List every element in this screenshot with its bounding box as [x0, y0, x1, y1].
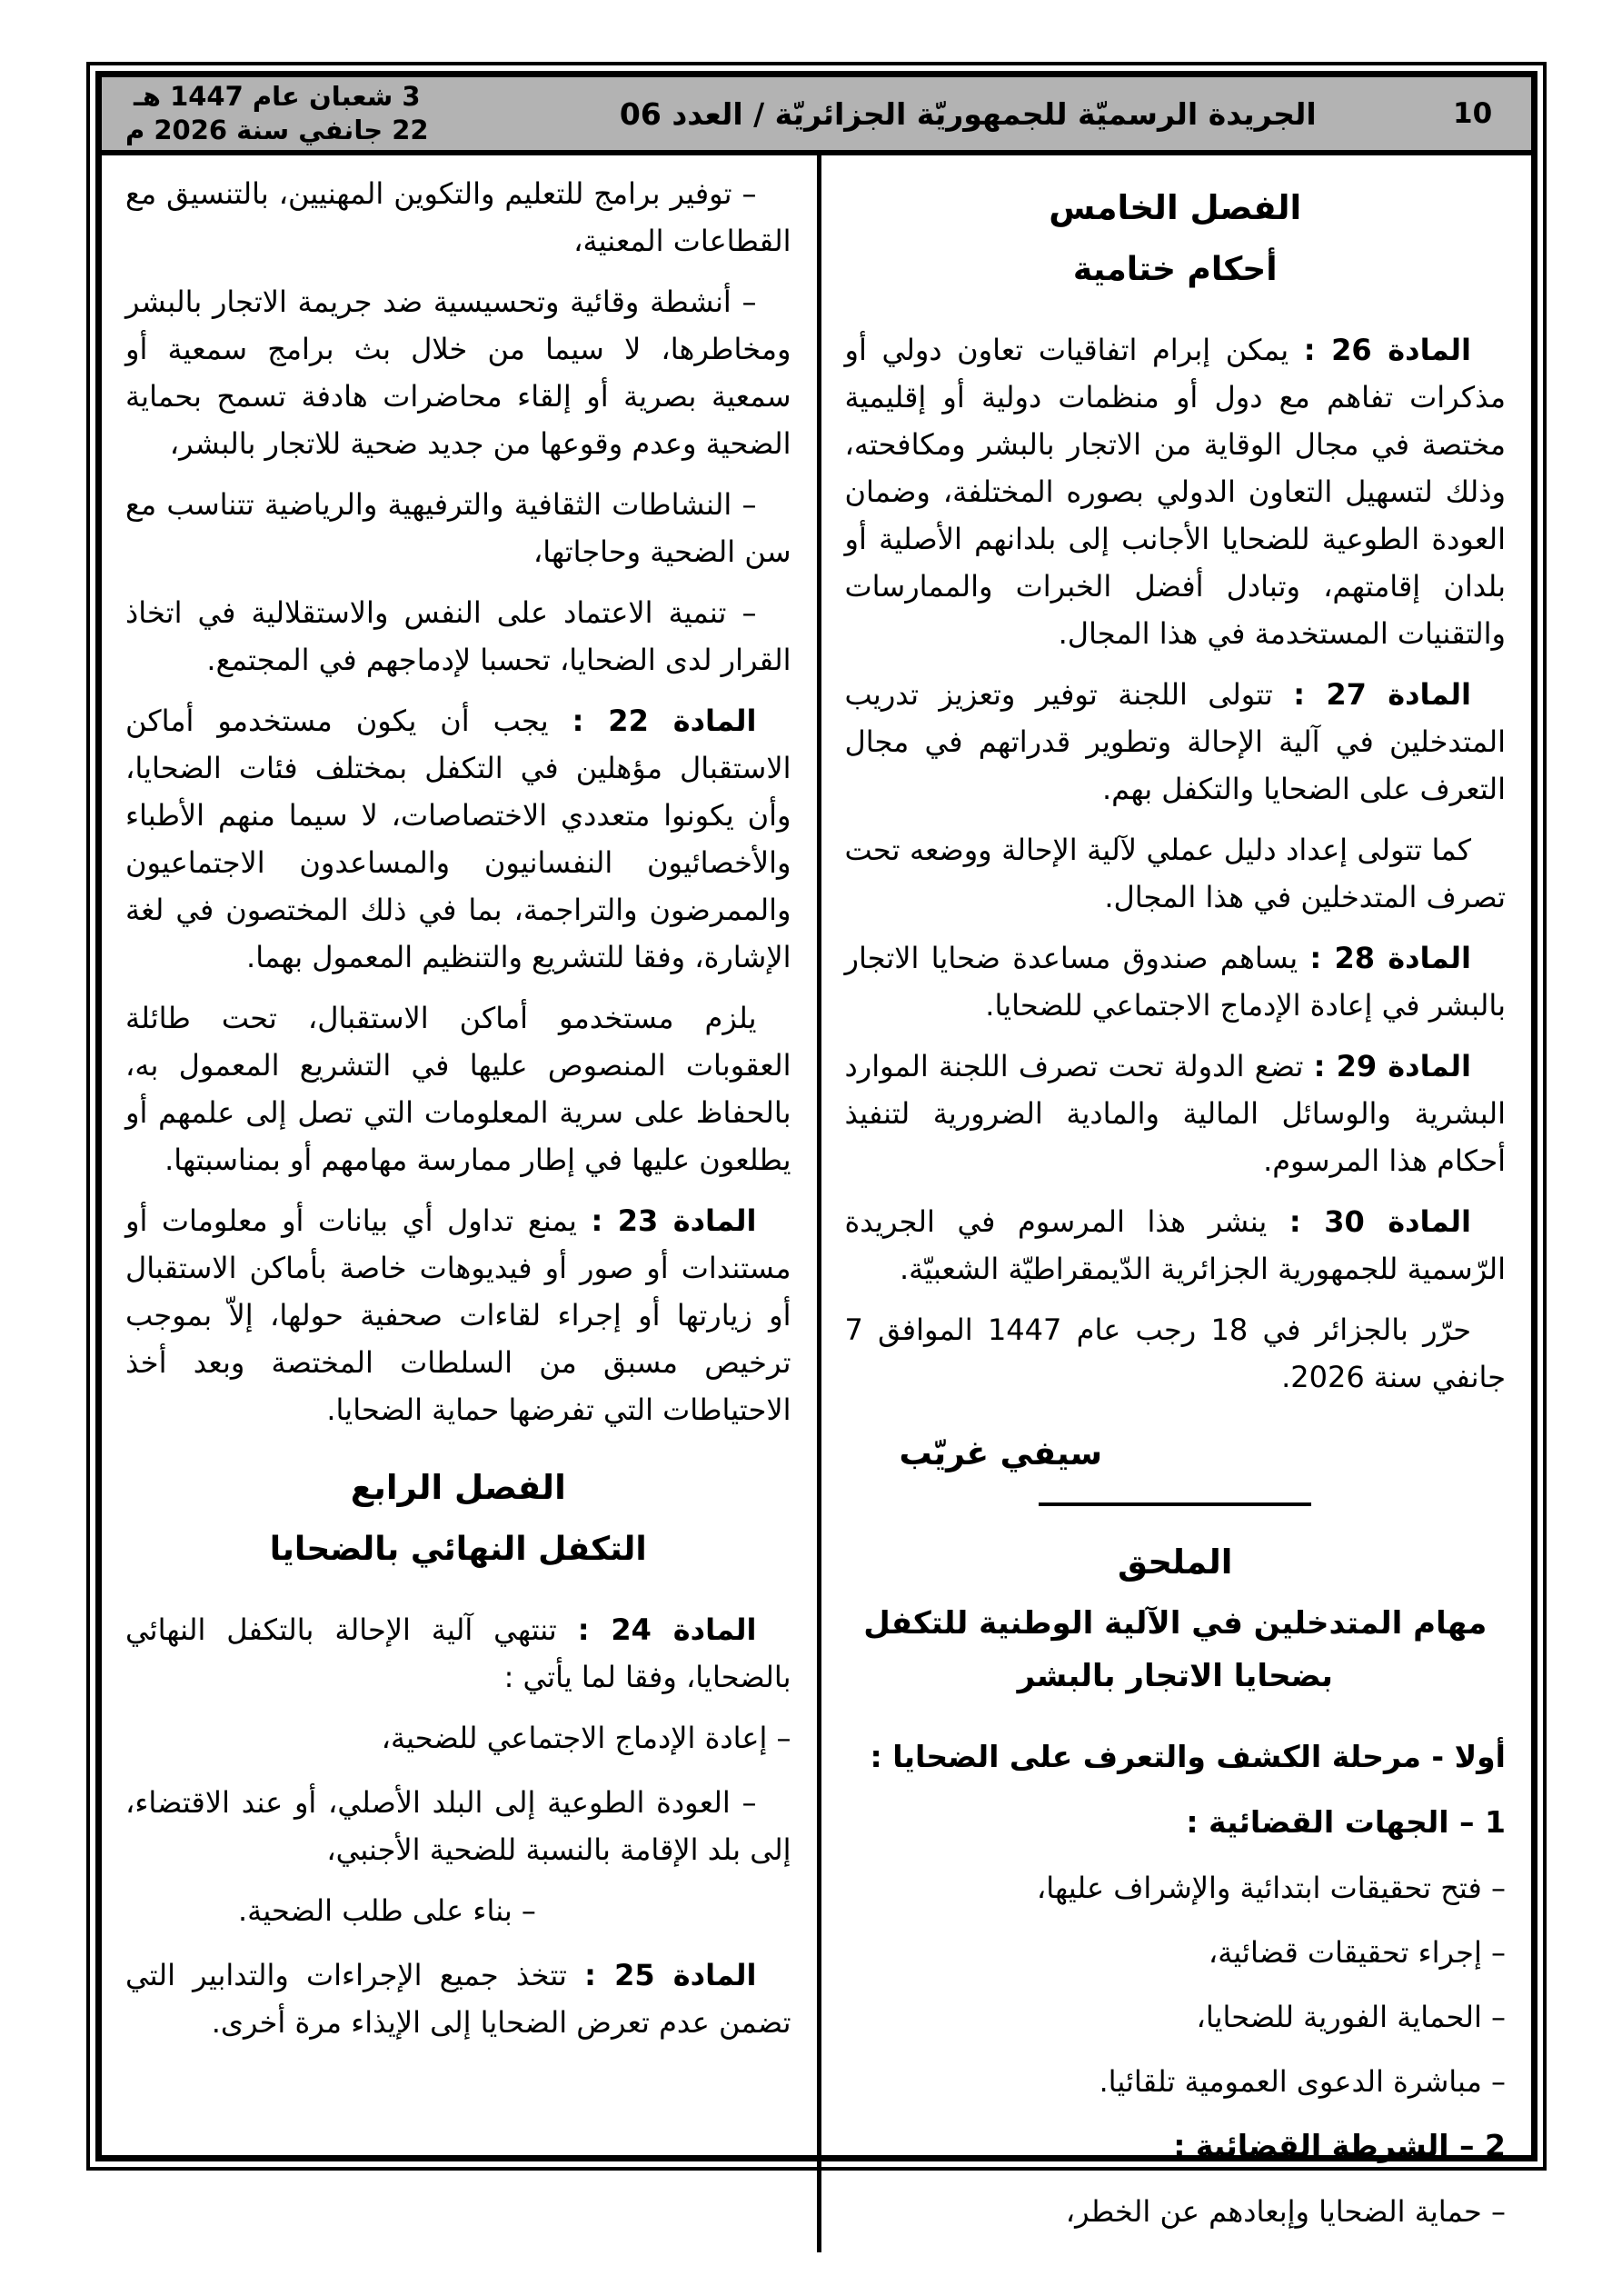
chapter-subheading: التكفل النهائي بالضحايا — [269, 1531, 647, 1568]
bullet-item: – توفير برامج للتعليم والتكوين المهنيين، بالتنسيق مع القطاعات المعنية، — [125, 176, 791, 258]
article-number: المادة 27 : — [1293, 677, 1472, 712]
paragraph: كما تتولى إعداد دليل عملي لآلية الإحالة ووضعه تحت تصرف المتدخلين في هذا المجال. — [844, 833, 1506, 914]
article-text: يجب أن يكون مستخدمو أماكن الاستقبال مؤهلين في التكفل بمختلف فئات الضحايا، وأن يكونوا متعددي الاختصاصات، لا سيما منهم الأطباء والأخصائيون النفسانيون والمساعدون الاجتماعيون والممرضون والتراجمة، بما في ذلك المختصون في لغة الإشارة، وفقا للتشريع والتنظيم المعمول بهما. — [125, 704, 791, 974]
article-text: تتولى اللجنة توفير وتعزيز تدريب المتدخلين في آلية الإحالة وتطوير قدراتهم في مجال التعرف على الضحايا والتكفل بهم. — [844, 677, 1506, 806]
article-text: يساهم صندوق مساعدة ضحايا الاتجار بالبشر في إعادة الإدماج الاجتماعي للضحايا. — [844, 941, 1506, 1023]
column-left — [817, 155, 1532, 2252]
bullet-item: – فتح تحقيقات ابتدائية والإشراف عليها، — [1036, 1871, 1506, 1905]
issue-date — [125, 80, 429, 147]
paragraph: حرّر بالجزائر في 18 رجب عام 1447 الموافق 7 جانفي سنة 2026. — [844, 1313, 1506, 1394]
article-paragraph — [845, 1043, 1507, 1184]
issue-date-hijri: 3 شعبان عام 1447 هـ — [133, 81, 421, 112]
gazette-masthead — [102, 77, 1531, 155]
article-number: المادة 24 : — [577, 1612, 757, 1647]
article-paragraph — [125, 1952, 791, 2046]
article-number: المادة 25 : — [584, 1958, 757, 1992]
article-paragraph — [845, 326, 1507, 657]
bullet-item: – تنمية الاعتماد على النفس والاستقلالية في اتخاذ القرار لدى الضحايا، تحسبا لإدماجهم في المجتمع. — [125, 595, 791, 677]
chapter-heading: الفصل الخامس — [1049, 188, 1302, 227]
issue-date-gregorian: 22 جانفي سنة 2026 م — [125, 115, 429, 145]
article-text: تتخذ جميع الإجراءات والتدابير التي تضمن عدم تعرض الضحايا إلى الإيذاء مرة أخرى. — [125, 1958, 791, 2040]
annex-subsection-heading: 2 – الشرطة القضائية : — [1173, 2128, 1506, 2163]
chapter-heading: الفصل الرابع — [350, 1468, 566, 1507]
text-columns — [102, 155, 1531, 2252]
article-paragraph — [845, 671, 1507, 813]
bullet-item: – النشاطات الثقافية والترفيهية والرياضية تتناسب مع سن الضحية وحاجاتها، — [125, 487, 791, 569]
bullet-item: – مباشرة الدعوى العمومية تلقائيا. — [1099, 2064, 1506, 2099]
spacer — [845, 1702, 1507, 1726]
article-paragraph — [845, 934, 1507, 1029]
article-text: ينشر هذا المرسوم في الجريدة الرّسمية للجمهورية الجزائرية الدّيمقراطيّة الشعبيّة. — [844, 1204, 1506, 1286]
bullet-item: – إجراء تحقيقات قضائية، — [1208, 1935, 1506, 1970]
bullet-item: – بناء على طلب الضحية. — [238, 1893, 536, 1928]
article-number: المادة 26 : — [1303, 333, 1472, 367]
article-text: تنتهي آلية الإحالة بالتكفل النهائي بالضحايا، وفقا لما يأتي : — [125, 1612, 791, 1694]
annex-title-line: بضحايا الاتجار بالبشر — [1017, 1658, 1333, 1694]
article-text: يمكن إبرام اتفاقيات تعاون دولي أو مذكرات تفاهم مع دول أو منظمات دولية أو إقليمية مختصة في مجال الوقاية من الاتجار بالبشر ومكافحته، وذلك لتسهيل التعاون الدولي بصوره المختلفة، وضمان العودة الطوعية للضحايا الأجانب إلى بلدانهم الأصلية أو بلدان إقامتهم، وتبادل أفضل الخبرات والممارسات والتقنيات المستخدمة في هذا المجال. — [844, 333, 1506, 651]
page-number: 10 — [1453, 97, 1493, 130]
page-inner-frame — [95, 71, 1537, 2229]
annex-heading: الملحق — [1117, 1542, 1233, 1582]
bullet-item: – أنشطة وقائية وتحسيسية ضد جريمة الاتجار بالبشر ومخاطرها، لا سيما من خلال بث برامج سمعية أو سمعية بصرية أو إلقاء محاضرات هادفة تسمح بحماية الضحية وعدم وقوعها من جديد ضحية للاتجار بالبشر، — [125, 285, 791, 461]
bullet-item: – حماية الضحايا وإبعادهم عن الخطر، — [1065, 2194, 1506, 2229]
bullet-item: – إعادة الإدماج الاجتماعي للضحية، — [381, 1721, 791, 1755]
signature-name: سيفي غريّب — [899, 1435, 1103, 1472]
annex-section-heading: أولا - مرحلة الكشف والتعرف على الضحايا : — [870, 1739, 1506, 1774]
article-number: المادة 29 : — [1313, 1049, 1472, 1083]
page-border-frame — [86, 62, 1547, 2229]
gazette-title: الجريدة الرسميّة للجمهوريّة الجزائريّة / العدد 06 — [619, 95, 1317, 132]
chapter-subheading: أحكام ختامية — [1072, 251, 1278, 288]
article-paragraph — [125, 697, 791, 981]
bullet-item: – العودة الطوعية إلى البلد الأصلي، أو عند الاقتضاء، إلى بلد الإقامة بالنسبة للضحية الأجنبي، — [125, 1785, 791, 1867]
annex-subsection-heading: 1 – الجهات القضائية : — [1186, 1804, 1506, 1840]
article-paragraph — [125, 1606, 791, 1701]
article-number: المادة 22 : — [572, 704, 757, 738]
paragraph: يلزم مستخدمو أماكن الاستقبال، تحت طائلة العقوبات المنصوص عليها في التشريع المعمول به، بالحفاظ على سرية المعلومات التي تصل إلى علمهم أو يطلعون عليها في إطار ممارسة مهامهم أو بمناسبتها. — [125, 1001, 791, 1177]
article-number: المادة 28 : — [1309, 941, 1472, 975]
article-number: المادة 23 : — [591, 1203, 757, 1238]
bullet-item: – الحماية الفورية للضحايا، — [1196, 2000, 1506, 2034]
annex-title-line: مهام المتدخلين في الآلية الوطنية للتكفل — [863, 1605, 1488, 1642]
article-paragraph — [845, 1198, 1507, 1293]
article-text: يمنع تداول أي بيانات أو معلومات أو مستندات أو صور أو فيديوهات خاصة بأماكن الاستقبال أو زيارتها أو إجراء لقاءات صحفية حولها، إلاّ بموجب ترخيص مسبق من السلطات المختصة وبعد أخذ الاحتياطات التي تفرضها حماية الضحايا. — [125, 1203, 791, 1427]
article-paragraph — [125, 1197, 791, 1433]
article-text: تضع الدولة تحت تصرف اللجنة الموارد البشرية والوسائل المالية والمادية الضرورية لتنفيذ أحكام هذا المرسوم. — [844, 1049, 1506, 1178]
separator-line — [1039, 1502, 1311, 1506]
article-number: المادة 30 : — [1289, 1204, 1472, 1239]
column-right — [102, 155, 817, 2252]
